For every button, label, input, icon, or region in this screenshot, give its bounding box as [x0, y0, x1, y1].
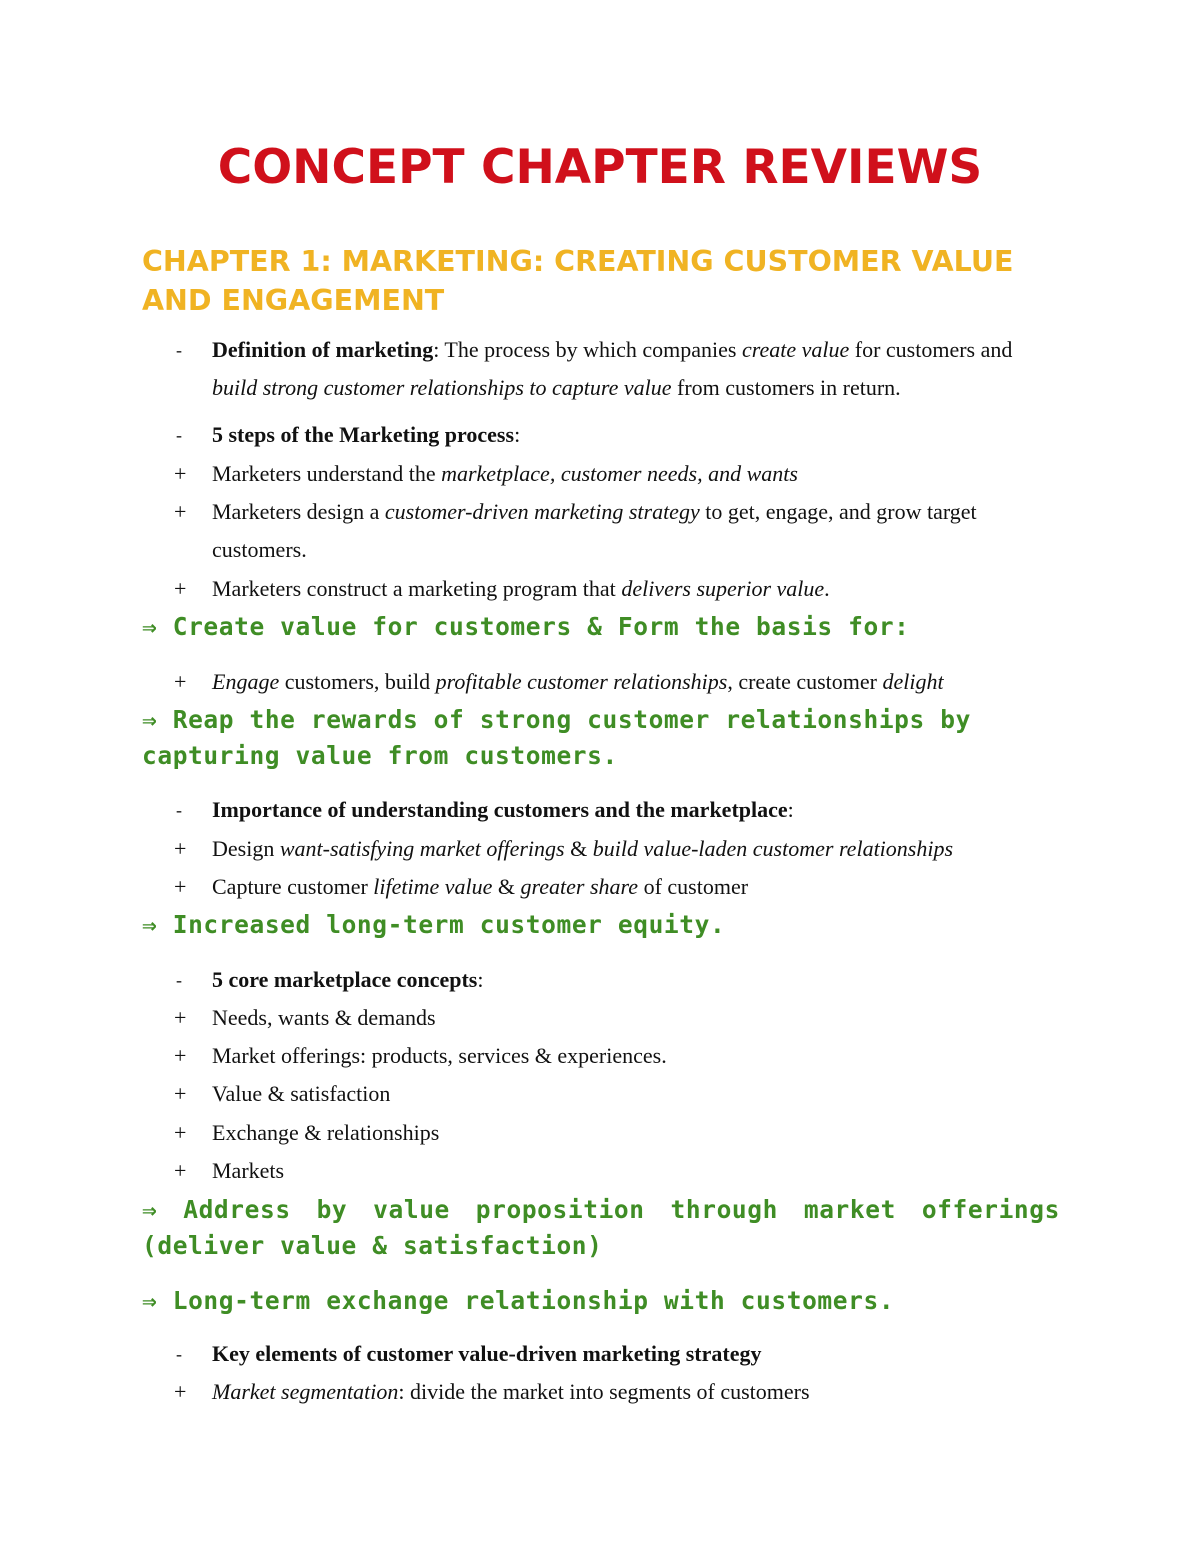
conclusion-arrow-1: ⇒ Create value for customers & Form the basis for: [142, 612, 910, 641]
document-page: CONCEPT CHAPTER REVIEWS CHAPTER 1: MARKETING: CREATING CUSTOMER VALUE AND ENGAGEMENT - Definition of marketing: The process by which companies create value for customers and build strong customer relationships to capture value from customers in return. - 5 steps of the Marketing process: + Marketers understand the marketplace, customer needs, and wants + Marketers design a customer-driven marketing strategy to get, engage, and grow target customers. + Marketers construct a marketing program that delivers superior value. ⇒ Create value for customers & Form the basis for: + Engage customers, build profitable customer relationships, create customer delight ⇒ Reap the rewards of strong customer relationships by capturing value from customers. - Importance of understanding customers and the marketplace: + Design want-satisfying market offerings & build value-laden customer relationships + Capture customer lifetime value & greater share of customer ⇒ Increased long-term customer equity. - 5 core marketplace concepts: + Needs, wants & demands + Market offerings: products, services & experiences. + Value & satisfaction + Exchange & relationships + Markets ⇒ Address by value proposition through market offerings (deliver value & satisfaction) ⇒ Long-term exchange relationship with customers. - Key elements of customer value-driven marketing strategy + Market segmentation: divide the market into segments of customers [0, 0, 1200, 1553]
page-title: CONCEPT CHAPTER REVIEWS [217, 140, 983, 195]
plus-bullet: + [174, 461, 187, 486]
steps-heading: 5 steps of the Marketing process: [212, 422, 521, 447]
plus-bullet: + [174, 1120, 187, 1145]
conclusion-arrow-5: ⇒ Long-term exchange relationship with customers. [142, 1286, 895, 1315]
plus-bullet: + [174, 576, 187, 601]
plus-bullet: + [174, 669, 187, 694]
dash-bullet: - [176, 970, 182, 990]
plus-bullet: + [174, 1081, 187, 1106]
chapter-heading: CHAPTER 1: MARKETING: CREATING CUSTOMER VALUE AND ENGAGEMENT [142, 245, 1014, 317]
core-concepts-heading: 5 core marketplace concepts: [212, 967, 484, 992]
plus-bullet: + [174, 1158, 187, 1183]
plus-bullet: + [174, 1379, 187, 1404]
conclusion-arrow-2: ⇒ Reap the rewards of strong customer relationships by capturing value from customers. [142, 705, 971, 770]
dash-bullet: - [176, 340, 182, 360]
plus-bullet: + [174, 499, 187, 524]
plus-bullet: + [174, 836, 187, 861]
dash-bullet: - [176, 425, 182, 445]
definition-text: Definition of marketing: The process by which companies create value for customers and build strong customer relationships to capture value from customers in return. [212, 337, 1013, 400]
dash-bullet: - [176, 1344, 182, 1364]
dash-bullet: - [176, 800, 182, 820]
plus-bullet: + [174, 1043, 187, 1068]
importance-heading: Importance of understanding customers and the marketplace: [212, 797, 794, 822]
conclusion-arrow-3: ⇒ Increased long-term customer equity. [142, 910, 726, 939]
key-elements-heading: Key elements of customer value-driven marketing strategy [212, 1341, 762, 1366]
plus-bullet: + [174, 874, 187, 899]
plus-bullet: + [174, 1005, 187, 1030]
conclusion-arrow-4: ⇒ Address by value proposition through market offerings (deliver value & satisfaction) [142, 1195, 1060, 1260]
